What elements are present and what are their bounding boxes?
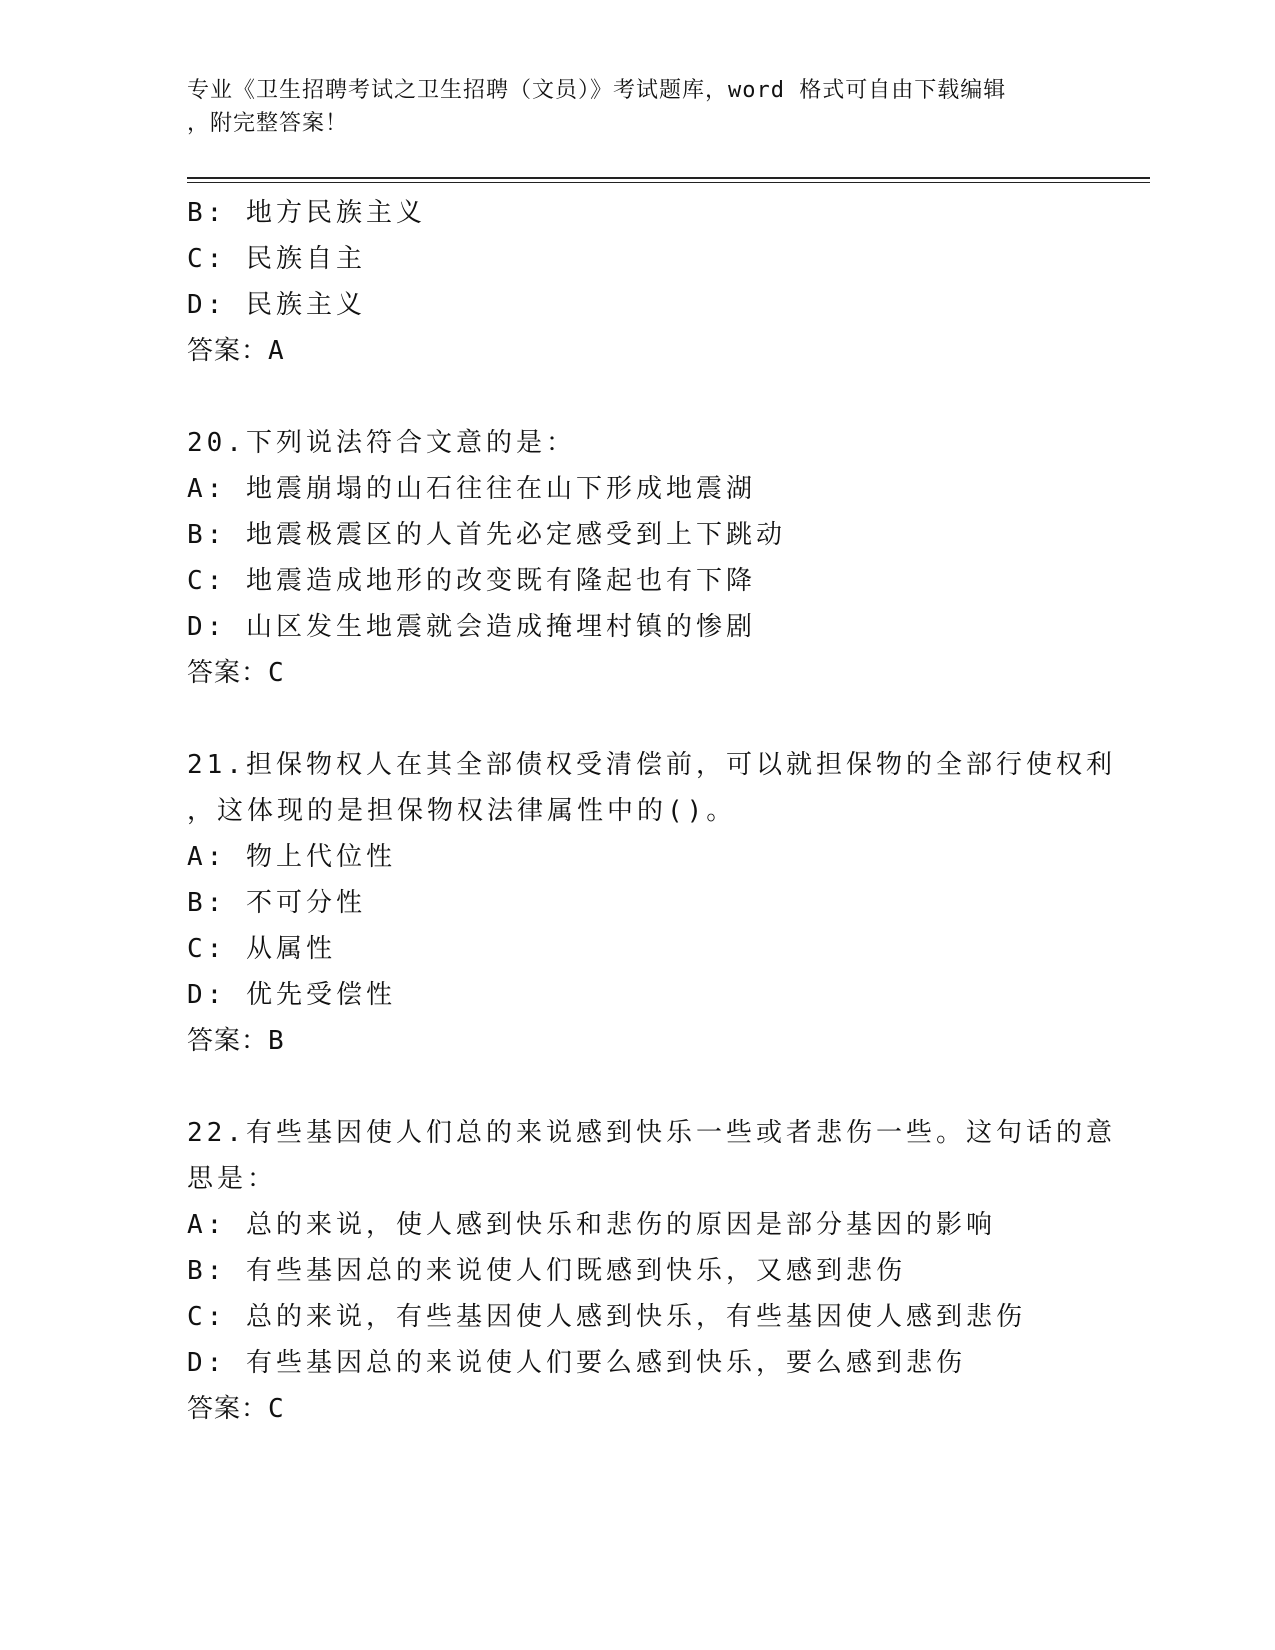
option-b: B: 有些基因总的来说使人们既感到快乐，又感到悲伤 [187, 1256, 906, 1286]
question-block-previous [187, 190, 1087, 374]
option-d: D: 优先受偿性 [187, 980, 396, 1010]
question-text: 22.有些基因使人们总的来说感到快乐一些或者悲伤一些。这句话的意 [187, 1118, 1116, 1148]
header-divider-thick [187, 177, 1150, 179]
option-a: A: 地震崩塌的山石往往在山下形成地震湖 [187, 474, 756, 504]
answer-label: 答案： [187, 336, 269, 366]
answer-label: 答案： [187, 1026, 269, 1056]
option-d: D: 山区发生地震就会造成掩埋村镇的惨剧 [187, 612, 756, 642]
header-line-1: 专业《卫生招聘考试之卫生招聘（文员）》考试题库，word 格式可自由下载编辑 [187, 78, 1007, 103]
option-b: B: 地震极震区的人首先必定感受到上下跳动 [187, 520, 786, 550]
header-divider-thin [187, 182, 1150, 183]
question-list [187, 190, 1116, 1432]
spacer [187, 374, 1087, 420]
question-block-21 [187, 742, 1116, 1064]
answer-line [187, 1386, 1087, 1432]
option-d: D: 有些基因总的来说使人们要么感到快乐，要么感到悲伤 [187, 1348, 966, 1378]
question-text-continued: ，这体现的是担保物权法律属性中的()。 [187, 796, 737, 826]
answer-line [187, 328, 1087, 374]
answer-line [187, 1018, 1087, 1064]
option-d: D: 民族主义 [187, 290, 366, 320]
question-text-continued: 思是： [187, 1164, 278, 1194]
answer-line [187, 650, 1087, 696]
header-line-2: ，附完整答案！ [187, 111, 349, 136]
answer-value: B [268, 1026, 285, 1056]
document-header [187, 74, 1087, 140]
answer-value: A [268, 336, 285, 366]
option-b: B: 地方民族主义 [187, 198, 426, 228]
spacer [187, 696, 1087, 742]
answer-value: C [268, 658, 285, 688]
option-c: C: 从属性 [187, 934, 336, 964]
question-block-20 [187, 420, 1087, 696]
spacer [187, 1064, 1087, 1110]
option-a: A: 总的来说，使人感到快乐和悲伤的原因是部分基因的影响 [187, 1210, 996, 1240]
question-text: 21.担保物权人在其全部债权受清偿前，可以就担保物的全部行使权利 [187, 750, 1116, 780]
answer-value: C [268, 1394, 285, 1424]
option-a: A: 物上代位性 [187, 842, 396, 872]
question-text: 20.下列说法符合文意的是： [187, 428, 576, 458]
option-b: B: 不可分性 [187, 888, 366, 918]
question-block-22 [187, 1110, 1116, 1432]
answer-label: 答案： [187, 658, 269, 688]
option-c: C: 地震造成地形的改变既有隆起也有下降 [187, 566, 756, 596]
option-c: C: 总的来说，有些基因使人感到快乐，有些基因使人感到悲伤 [187, 1302, 1026, 1332]
option-c: C: 民族自主 [187, 244, 366, 274]
answer-label: 答案： [187, 1394, 269, 1424]
